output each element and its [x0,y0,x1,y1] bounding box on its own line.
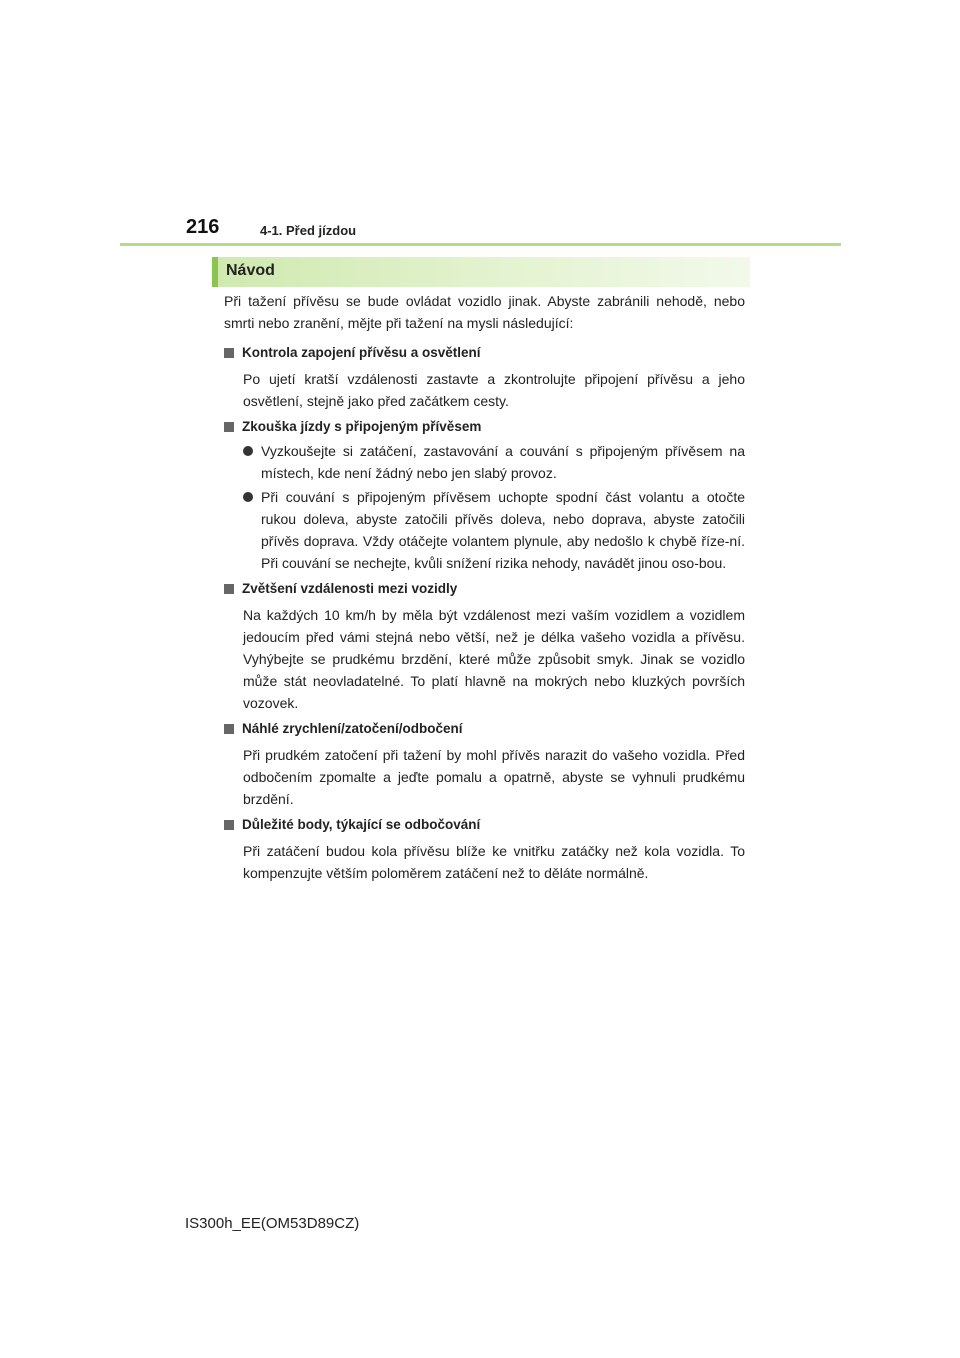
subsection [224,342,745,412]
list-item-text: Při couvání s připojeným přívěsem uchopte spodní část volantu a otočte rukou doleva, abyste zatočili přívěs doleva, nebo doprava, abyste zatočili přívěs doprava. Vždy otáčejte volantem plynule, aby nedošlo k chybě říze-ní. Při couvání se nechejte, kvůli snížení rizika nehody, navádět jinou oso-bou. [261,489,745,571]
box-heading [212,257,750,287]
square-bullet-icon [224,820,234,830]
list-item [243,440,745,484]
subsection [224,578,745,714]
round-bullet-icon [243,492,253,502]
subsection-body: Na každých 10 km/h by měla být vzdálenost mezi vaším vozidlem a vozidlem jedoucím před vámi stejná nebo větší, než je délka vašeho vozidla a přívěsu. Vyhýbejte se prudkému brzdění, které může způsobit smyk. Jinak se vozidlo může stát neovladatelné. To platí hlavně na mokrých nebo kluzkých površích vozovek. [243,607,745,711]
box-heading-title: Návod [226,262,275,279]
square-bullet-icon [224,422,234,432]
subsection [224,814,745,884]
heading-accent-bar [212,257,218,287]
intro-paragraph: Při tažení přívěsu se bude ovládat vozidlo jinak. Abyste zabránili nehodě, nebo smrti nebo zranění, mějte při tažení na mysli následující: [224,293,745,331]
square-bullet-icon [224,584,234,594]
subsection-body: Při zatáčení budou kola přívěsu blíže ke vnitřku zatáčky než kola vozidla. To kompenzujte větším poloměrem zatáčení než to děláte normálně. [243,843,745,881]
subsection-heading [224,342,745,364]
header-divider [120,243,841,246]
subsection [224,718,745,810]
subsection [224,416,745,574]
subsection-title: Kontrola zapojení přívěsu a osvětlení [242,345,481,360]
list-item [243,486,745,574]
subsection-title: Zkouška jízdy s připojeným přívěsem [242,419,482,434]
square-bullet-icon [224,348,234,358]
page-number: 216 [186,216,220,238]
round-bullet-icon [243,446,253,456]
model-code: IS300h_EE(OM53D89CZ) [185,1215,360,1232]
subsection-title: Zvětšení vzdálenosti mezi vozidly [242,581,458,596]
subsection-body: Po ujetí kratší vzdálenosti zastavte a zkontrolujte připojení přívěsu a jeho osvětlení, stejně jako před začátkem cesty. [243,371,745,409]
square-bullet-icon [224,724,234,734]
subsection-title: Náhlé zrychlení/zatočení/odbočení [242,721,463,736]
subsection-title: Důležité body, týkající se odbočování [242,817,481,832]
subsection-heading [224,814,745,836]
subsection-heading [224,718,745,740]
subsection-body: Při prudkém zatočení při tažení by mohl přívěs narazit do vašeho vozidla. Před odbočením zpomalte a jeďte pomalu a opatrně, abyste se vyhnuli prudkému brzdění. [243,747,745,807]
list-item-text: Vyzkoušejte si zatáčení, zastavování a couvání s připojeným přívěsem na místech, kde není žádný nebo jen slabý provoz. [261,443,745,481]
main-content [224,290,745,888]
subsection-heading [224,416,745,438]
subsection-heading [224,578,745,600]
section-title: 4-1. Před jízdou [260,223,357,238]
